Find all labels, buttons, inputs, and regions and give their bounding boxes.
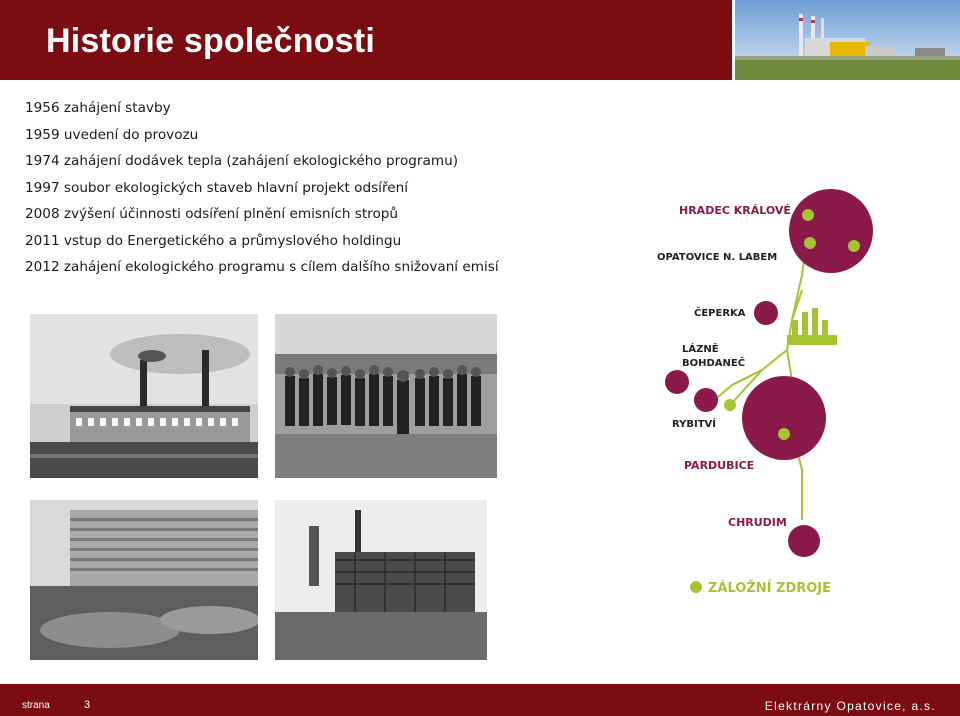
label-hradec-kralove: HRADEC KRÁLOVÉ xyxy=(679,204,791,217)
node-dot xyxy=(690,581,702,593)
housing-estate-photo xyxy=(30,500,258,660)
timeline-item: 2008 zvýšení účinnosti odsíření plnění emisních stropů xyxy=(25,206,399,222)
label-rybitvi: RYBITVÍ xyxy=(672,419,717,430)
node-dot xyxy=(804,237,816,249)
city-pardubice xyxy=(742,376,826,460)
node-dot xyxy=(724,399,736,411)
timeline-item: 1997 soubor ekologických staveb hlavní projekt odsíření xyxy=(25,179,409,196)
title-bar xyxy=(0,0,732,80)
timeline-list xyxy=(25,95,645,281)
label-ceperka: ČEPERKA xyxy=(694,308,746,319)
footer-company-name: Elektrárny Opatovice, a.s. xyxy=(764,699,936,713)
timeline-item: 1974 zahájení dodávek tepla (zahájení ekologického programu) xyxy=(25,153,458,169)
footer-page-number: 3 xyxy=(84,699,91,711)
label-zalozni-zdroje: ZÁLOŽNÍ ZDROJE xyxy=(708,581,832,596)
label-bohdanec: BOHDANEČ xyxy=(682,358,746,369)
city-ceperka xyxy=(754,301,778,325)
founding-ceremony-photo xyxy=(275,314,497,478)
node-dot xyxy=(778,428,790,440)
timeline-item: 1956 zahájení stavby xyxy=(25,100,171,116)
timeline-item: 1959 uvedení do provozu xyxy=(25,126,199,143)
header xyxy=(0,0,960,80)
historic-plant-photo xyxy=(30,314,258,478)
city-lazne-bohdanec-1 xyxy=(665,370,689,394)
timeline-item: 2012 zahájení ekologického programu s cílem dalšího snižovaní emisí xyxy=(25,259,499,275)
label-opatovice: OPATOVICE N. LABEM xyxy=(657,252,778,263)
footer-page-label: strana xyxy=(22,700,50,711)
label-lazne: LÁZNĚ xyxy=(682,344,719,355)
node-dot xyxy=(848,240,860,252)
network-line xyxy=(732,370,762,385)
label-pardubice: PARDUBICE xyxy=(684,459,755,472)
city-chrudim xyxy=(788,525,820,557)
footer xyxy=(0,684,960,716)
label-chrudim: CHRUDIM xyxy=(728,516,787,529)
power-plant-photo xyxy=(735,0,960,80)
construction-site-photo xyxy=(275,500,487,660)
city-lazne-bohdanec-2 xyxy=(694,388,718,412)
node-dot xyxy=(802,209,814,221)
city-hradec-kralove xyxy=(789,189,873,273)
page-title: Historie společnosti xyxy=(46,22,375,60)
supply-network-map xyxy=(652,180,952,610)
timeline-item: 2011 vstup do Energetického a průmyslového holdingu xyxy=(25,232,402,249)
